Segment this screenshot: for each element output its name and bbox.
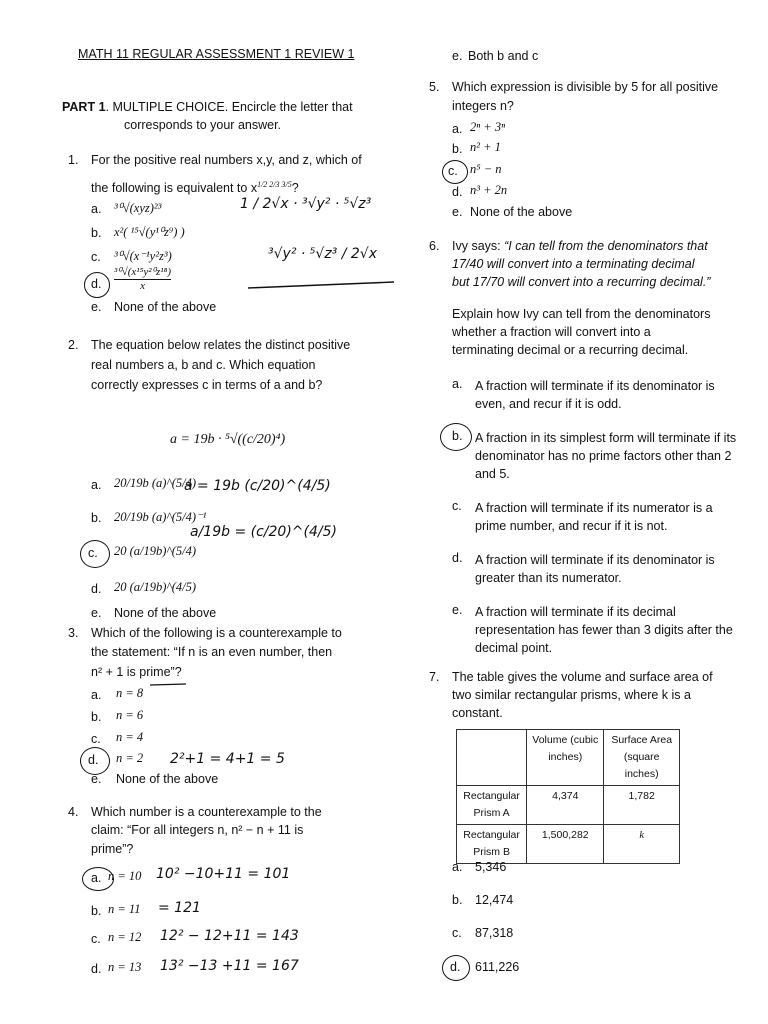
q5-option-b[interactable]: n² + 1 xyxy=(470,140,501,154)
q2-line1: The equation below relates the distinct positive xyxy=(91,338,351,352)
q2-option-b[interactable]: 20/19b (a)^(5/4)⁻¹ xyxy=(114,510,207,524)
q1-line2 xyxy=(91,180,299,195)
q2-option-e-letter: e. xyxy=(91,606,102,620)
q1-d-numerator: ³⁰√(x¹⁵y²⁰z¹⁸) xyxy=(114,266,172,278)
q2-option-a[interactable]: 20/19b (a)^(5/4) xyxy=(114,476,196,490)
q2-option-a-letter: a. xyxy=(91,478,102,492)
q7-line2: two similar rectangular prisms, where k is a xyxy=(452,688,691,702)
table-cell-prism-b: Rectangular Prism B xyxy=(457,825,527,864)
q4-option-a[interactable]: n = 10 xyxy=(108,869,142,883)
q6-number: 6. xyxy=(429,239,440,253)
q4-option-d-letter: d. xyxy=(91,962,102,976)
q4-option-d-work: 13² −13 +11 = 167 xyxy=(160,958,299,974)
q7-option-d-letter: d. xyxy=(450,960,461,974)
q5-option-b-letter: b. xyxy=(452,142,463,156)
q1-option-e[interactable]: None of the above xyxy=(114,300,217,314)
q3-option-e-letter: e. xyxy=(91,772,102,786)
q4-option-a-work: 10² −10+11 = 101 xyxy=(156,866,291,882)
table-cell-prism-a-area: 1,782 xyxy=(604,786,680,825)
q7-table xyxy=(456,729,680,864)
q5-option-d-letter: d. xyxy=(452,185,463,199)
q6-prompt-2: whether a fraction will convert into a xyxy=(452,325,651,339)
q5-number: 5. xyxy=(429,80,440,94)
q1-option-e-letter: e. xyxy=(91,300,102,314)
q6-option-e[interactable]: A fraction will terminate if its decimal representation has fewer than 3 digits after the decimal point. xyxy=(475,605,733,655)
q6-line3: but 17/70 will convert into a recurring decimal.” xyxy=(452,275,711,289)
q7-number: 7. xyxy=(429,670,440,684)
q1-handwriting-1: 1 / 2√x · ³√y² · ⁵√z³ xyxy=(240,196,372,212)
q1-option-a[interactable]: ³⁰√(xyz)²³ xyxy=(114,201,162,215)
q1-option-c-letter: c. xyxy=(91,250,101,264)
q1-line2-text: the following is equivalent to x xyxy=(91,181,258,196)
q6-line1-prefix: Ivy says: xyxy=(452,239,505,253)
q7-option-b-letter: b. xyxy=(452,893,463,907)
q3-option-e[interactable]: None of the above xyxy=(116,772,219,786)
q2-option-c-letter: c. xyxy=(88,546,98,560)
q5-line1: Which expression is divisible by 5 for all positive xyxy=(452,80,719,94)
table-header-area: Surface Area (square inches) xyxy=(604,730,680,786)
q2-option-d-letter: d. xyxy=(91,582,102,596)
q2-handwriting-1: a = 19b (c/20)^(4/5) xyxy=(184,478,331,494)
part1-heading xyxy=(62,100,353,114)
q1-expo-suffix: ? xyxy=(291,181,299,196)
q4-option-c-work: 12² − 12+11 = 143 xyxy=(160,928,299,944)
q5-option-d[interactable]: n³ + 2n xyxy=(470,183,508,197)
q4-line1: Which number is a counterexample to the xyxy=(91,805,322,819)
q3-handwriting-underline xyxy=(150,682,190,688)
part1-text-2: corresponds to your answer. xyxy=(124,118,282,132)
part1-text: . MULTIPLE CHOICE. Encircle the letter that xyxy=(105,100,353,114)
q4-line2: claim: “For all integers n, n² − n + 11 is xyxy=(91,823,304,837)
q2-option-c[interactable]: 20 (a/19b)^(5/4) xyxy=(114,544,196,558)
q2-handwriting-2: a/19b = (c/20)^(4/5) xyxy=(190,524,337,540)
q7-option-a[interactable]: 5,346 xyxy=(475,860,507,874)
table-row xyxy=(457,730,680,786)
q6-line1-quote: “I can tell from the denominators that xyxy=(504,239,708,253)
q6-line1 xyxy=(452,239,708,253)
table-cell-prism-b-area: k xyxy=(604,825,680,864)
q2-line3: correctly expresses c in terms of a and b? xyxy=(91,378,323,392)
q1-d-denominator: x xyxy=(140,280,145,292)
table-cell-prism-a: Rectangular Prism A xyxy=(457,786,527,825)
q5-line2: integers n? xyxy=(452,99,514,113)
q6-option-b-letter: b. xyxy=(452,429,463,443)
q4-option-c[interactable]: n = 12 xyxy=(108,930,142,944)
q4-option-e-letter: e. xyxy=(452,49,463,63)
part1-label: PART 1 xyxy=(62,100,106,114)
q4-option-b[interactable]: n = 11 xyxy=(108,902,141,916)
q2-equation: a = 19b · ⁵√((c/20)⁴) xyxy=(170,432,286,447)
q4-option-b-work: = 121 xyxy=(158,900,201,916)
q1-option-a-letter: a. xyxy=(91,202,102,216)
q5-option-a-letter: a. xyxy=(452,122,463,136)
q3-option-d-letter: d. xyxy=(88,753,99,767)
q6-option-b[interactable]: A fraction in its simplest form will terminate if its denominator has no prime factors other than 2 and 5. xyxy=(475,431,737,481)
q3-option-b[interactable]: n = 6 xyxy=(116,708,144,722)
q3-line2: the statement: “If n is an even number, then xyxy=(91,645,333,659)
q5-option-c-letter: c. xyxy=(448,164,458,178)
q3-option-a-letter: a. xyxy=(91,688,102,702)
q1-option-c[interactable]: ³⁰√(x⁻¹y²z³) xyxy=(114,249,172,263)
q2-number: 2. xyxy=(68,338,79,352)
table-cell-prism-a-volume: 4,374 xyxy=(527,786,604,825)
q3-option-c[interactable]: n = 4 xyxy=(116,730,144,744)
q3-handwriting: 2²+1 = 4+1 = 5 xyxy=(170,751,285,767)
q2-option-b-letter: b. xyxy=(91,511,102,525)
q2-option-e[interactable]: None of the above xyxy=(114,606,217,620)
q3-number: 3. xyxy=(68,626,79,640)
q4-option-a-letter: a. xyxy=(91,871,102,885)
q3-option-b-letter: b. xyxy=(91,710,102,724)
q7-option-b[interactable]: 12,474 xyxy=(475,893,514,907)
table-row xyxy=(457,825,680,864)
q4-option-e[interactable]: Both b and c xyxy=(468,49,539,63)
page-title: MATH 11 REGULAR ASSESSMENT 1 REVIEW 1 xyxy=(78,47,355,61)
q1-option-b[interactable]: x²( ¹⁵√(y¹⁰z⁹) ) xyxy=(114,225,185,239)
table-header-volume: Volume (cubic inches) xyxy=(527,730,604,786)
q4-number: 4. xyxy=(68,805,79,819)
q4-option-b-letter: b. xyxy=(91,904,102,918)
q6-line2: 17/40 will convert into a terminating decimal xyxy=(452,257,695,271)
q7-option-c[interactable]: 87,318 xyxy=(475,926,514,940)
table-row xyxy=(457,786,680,825)
q1-line1: For the positive real numbers x,y, and z, which of xyxy=(91,153,362,167)
q4-option-d[interactable]: n = 13 xyxy=(108,960,142,974)
q6-option-a[interactable]: A fraction will terminate if its denominator is even, and recur if it is odd. xyxy=(475,379,715,411)
q7-option-d[interactable]: 611,226 xyxy=(475,960,520,974)
q6-option-d-letter: d. xyxy=(452,551,463,565)
q5-option-c[interactable]: n⁵ − n xyxy=(470,162,502,176)
q1-exponents: 1/2 2/3 3/5 xyxy=(257,180,292,189)
q3-line1: Which of the following is a counterexample to xyxy=(91,626,342,640)
q5-option-e[interactable]: None of the above xyxy=(470,205,573,219)
q6-prompt-3: terminating decimal or a recurring decimal. xyxy=(452,343,689,357)
q1-option-d[interactable] xyxy=(114,266,171,293)
q7-option-a-letter: a. xyxy=(452,860,463,874)
q6-option-c-letter: c. xyxy=(452,499,462,513)
q6-prompt-1: Explain how Ivy can tell from the denominators xyxy=(452,307,711,321)
q7-line1: The table gives the volume and surface area of xyxy=(452,670,713,684)
q6-option-d[interactable]: A fraction will terminate if its denominator is greater than its numerator. xyxy=(475,553,715,585)
table-header-blank xyxy=(457,730,527,786)
q7-line3: constant. xyxy=(452,706,503,720)
q5-option-e-letter: e. xyxy=(452,205,463,219)
q3-option-d[interactable]: n = 2 xyxy=(116,751,144,765)
q3-option-c-letter: c. xyxy=(91,732,101,746)
q2-line2: real numbers a, b and c. Which equation xyxy=(91,358,316,372)
q1-number: 1. xyxy=(68,153,79,167)
q6-option-e-letter: e. xyxy=(452,603,463,617)
q3-line3: n² + 1 is prime”? xyxy=(91,665,182,679)
q1-handwriting-underline xyxy=(248,280,398,292)
q4-line3: prime”? xyxy=(91,842,134,856)
q6-option-c[interactable]: A fraction will terminate if its numerator is a prime number, and recur if it is not. xyxy=(475,501,713,533)
q1-option-d-letter: d. xyxy=(91,277,102,291)
q1-handwriting-2: ³√y² · ⁵√z³ / 2√x xyxy=(268,246,378,262)
q7-option-c-letter: c. xyxy=(452,926,462,940)
q4-option-c-letter: c. xyxy=(91,932,101,946)
table-cell-prism-b-volume: 1,500,282 xyxy=(527,825,604,864)
q5-option-a[interactable]: 2ⁿ + 3ⁿ xyxy=(470,120,506,134)
q3-option-a[interactable]: n = 8 xyxy=(116,686,144,700)
q6-option-a-letter: a. xyxy=(452,377,463,391)
q2-option-d[interactable]: 20 (a/19b)^(4/5) xyxy=(114,580,196,594)
q1-option-b-letter: b. xyxy=(91,226,102,240)
